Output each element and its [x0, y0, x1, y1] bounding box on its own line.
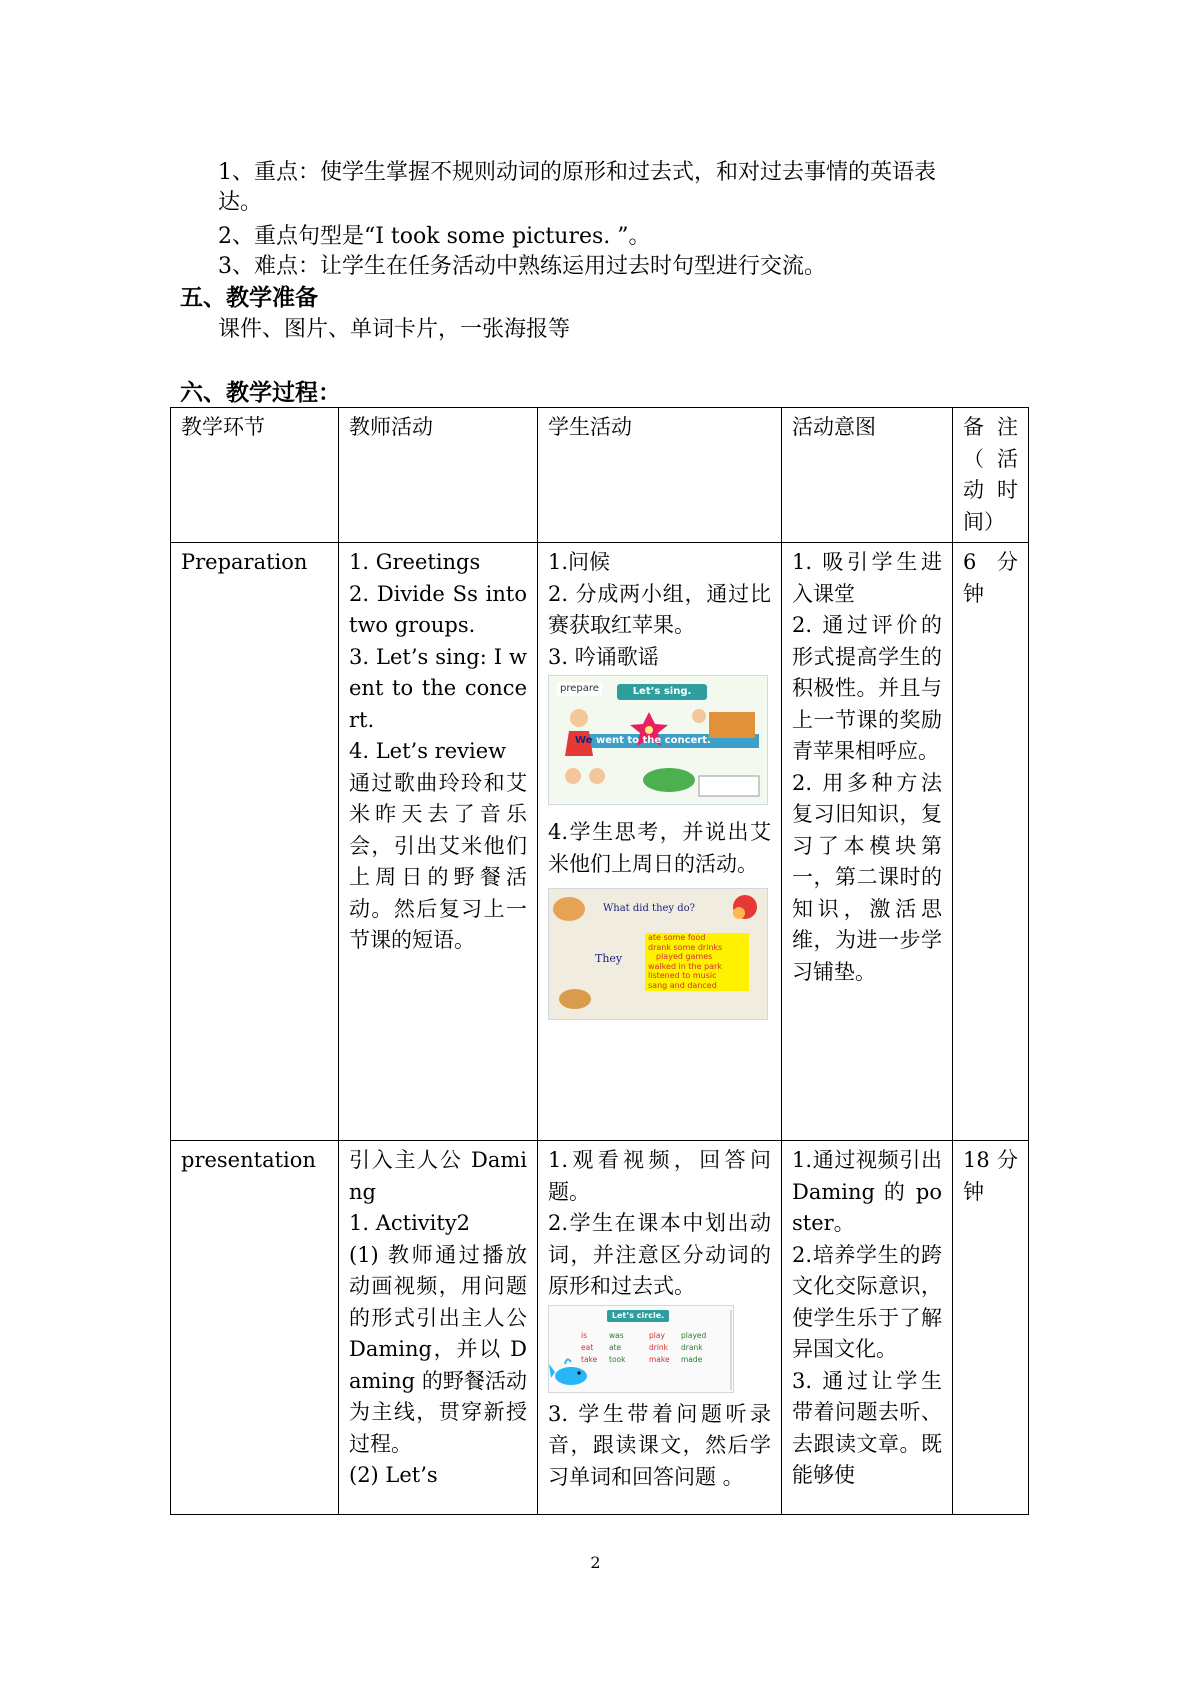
header-teacher: 教师活动 [339, 408, 538, 543]
slide-subject: They [595, 952, 623, 965]
purpose-item: 2.培养学生的跨文化交际意识，使学生乐于了解异国文化。 [792, 1242, 942, 1361]
section-6-heading: 六、教学过程： [180, 380, 341, 406]
word: made [681, 1354, 703, 1364]
student-activity-cell [538, 1141, 782, 1515]
phrase-item: played games [656, 952, 713, 961]
word-row [581, 1354, 706, 1366]
slide-question: What did they do? [603, 903, 696, 914]
circle-slide-image [548, 1305, 734, 1393]
student-step: 2. 分成两小组，通过比赛获取红苹果。 [548, 581, 771, 637]
stage-label: Preparation [181, 550, 308, 574]
phrase-item: walked in the park [648, 961, 722, 971]
teacher-step: 3. Let’s sing: I went to the concert. [349, 644, 527, 732]
slide-phrase-list [648, 933, 722, 990]
word: played [681, 1330, 707, 1340]
phrase-item: sang and danced [648, 980, 717, 990]
table-row [171, 1141, 1029, 1515]
key-point-line-1: 1、重点：使学生掌握不规则动词的原形和过去式，和对过去事情的英语表 [218, 160, 936, 185]
section-5-body: 课件、图片、单词卡片，一张海报等 [218, 317, 571, 342]
time-label: 6 分钟 [963, 550, 1018, 606]
time-label: 18 分钟 [963, 1148, 1018, 1204]
slide-title: Let’s sing. [632, 686, 692, 697]
key-point-line-1-cont: 达。 [218, 190, 263, 215]
section-5-heading: 五、教学准备 [180, 285, 318, 311]
student-step: 3. 学生带着问题听录音，跟读课文，然后学习单词和回答问题 。 [548, 1401, 771, 1489]
slide-prepare-tag: prepare [557, 682, 602, 696]
student-step: 4.学生思考，并说出艾米他们上周日的活动。 [548, 820, 771, 876]
review-slide-image [548, 888, 768, 1020]
teacher-step: 1. Activity2 [349, 1211, 471, 1235]
teacher-step: 2. Divide Ss into two groups. [349, 581, 527, 637]
slide-banner-rest: went to the concert. [592, 735, 711, 746]
slide-banner [575, 735, 711, 747]
word: eat [581, 1342, 594, 1352]
header-stage: 教学环节 [171, 408, 339, 543]
teacher-step: 4. Let’s review [349, 739, 507, 763]
student-step: 1.问候 [548, 550, 611, 574]
teacher-step: (2) Let’s [349, 1463, 438, 1487]
purpose-item: 3. 通过让学生带着问题去听、去跟读文章。既能够使 [792, 1368, 942, 1487]
purpose-cell [782, 1141, 953, 1515]
teacher-step: 通过歌曲玲玲和艾米昨天去了音乐会，引出艾米他们上周日的野餐活动。然后复习上一节课的短语。 [349, 770, 527, 952]
purpose-item: 1. 吸引学生进入课堂 [792, 550, 942, 606]
time-cell [953, 1141, 1029, 1515]
student-step: 3. 吟诵歌谣 [548, 644, 659, 669]
phrase-item: drank some drinks [648, 942, 723, 952]
time-cell [953, 543, 1029, 1141]
slide-title: Let’s circle. [611, 1310, 665, 1320]
word: make [649, 1354, 670, 1364]
table-row [171, 543, 1029, 1141]
word: was [609, 1330, 624, 1340]
key-sentence-line: 2、重点句型是“I took some pictures. ”。 [218, 224, 651, 249]
stage-cell [171, 1141, 339, 1515]
student-activity-cell [538, 543, 782, 1141]
sing-slide-image [548, 675, 768, 805]
teacher-activity-cell [339, 1141, 538, 1515]
circle-word-grid [581, 1330, 706, 1366]
purpose-cell [782, 543, 953, 1141]
teaching-process-table [170, 407, 1029, 1515]
word: drink [649, 1342, 669, 1352]
word: ate [609, 1342, 622, 1352]
slide-banner-lead: We [575, 735, 593, 746]
word-row [581, 1330, 706, 1342]
teacher-step: 引入主人公 Daming [349, 1148, 527, 1204]
phrase-item: listened to music [648, 971, 717, 980]
word-row [581, 1342, 706, 1354]
header-purpose: 活动意图 [782, 408, 953, 543]
table-header-row [171, 408, 1029, 543]
word: drank [681, 1342, 703, 1352]
difficulty-line: 3、难点：让学生在任务活动中熟练运用过去时句型进行交流。 [218, 254, 826, 279]
stage-label: presentation [181, 1148, 316, 1172]
page-number: 2 [590, 1553, 601, 1572]
purpose-item: 1.通过视频引出 Daming 的 poster。 [792, 1148, 942, 1235]
teacher-activity-cell [339, 543, 538, 1141]
header-student: 学生活动 [538, 408, 782, 543]
stage-cell [171, 543, 339, 1141]
phrase-item: ate some food [648, 933, 706, 942]
header-notes: 备注（活动时间） [953, 408, 1029, 543]
word: play [649, 1330, 665, 1340]
teacher-step: (1) 教师通过播放动画视频，用问题的形式引出主人公Daming，并以 Daming 的野餐活动为主线，贯穿新授过程。 [349, 1242, 527, 1456]
student-step: 2.学生在课本中划出动词，并注意区分动词的原形和过去式。 [548, 1211, 771, 1298]
word: is [581, 1330, 587, 1340]
student-step: 1.观看视频，回答问题。 [548, 1148, 771, 1204]
word: took [609, 1354, 626, 1364]
teacher-step: 1. Greetings [349, 550, 481, 574]
purpose-item: 2. 通过评价的形式提高学生的积极性。并且与上一节课的奖励青苹果相呼应。 [792, 613, 942, 763]
purpose-item: 2. 用多种方法复习旧知识，复习了本模块第一，第二课时的知识，激活思维，为进一步学习铺垫。 [792, 770, 942, 984]
word: take [581, 1354, 598, 1364]
